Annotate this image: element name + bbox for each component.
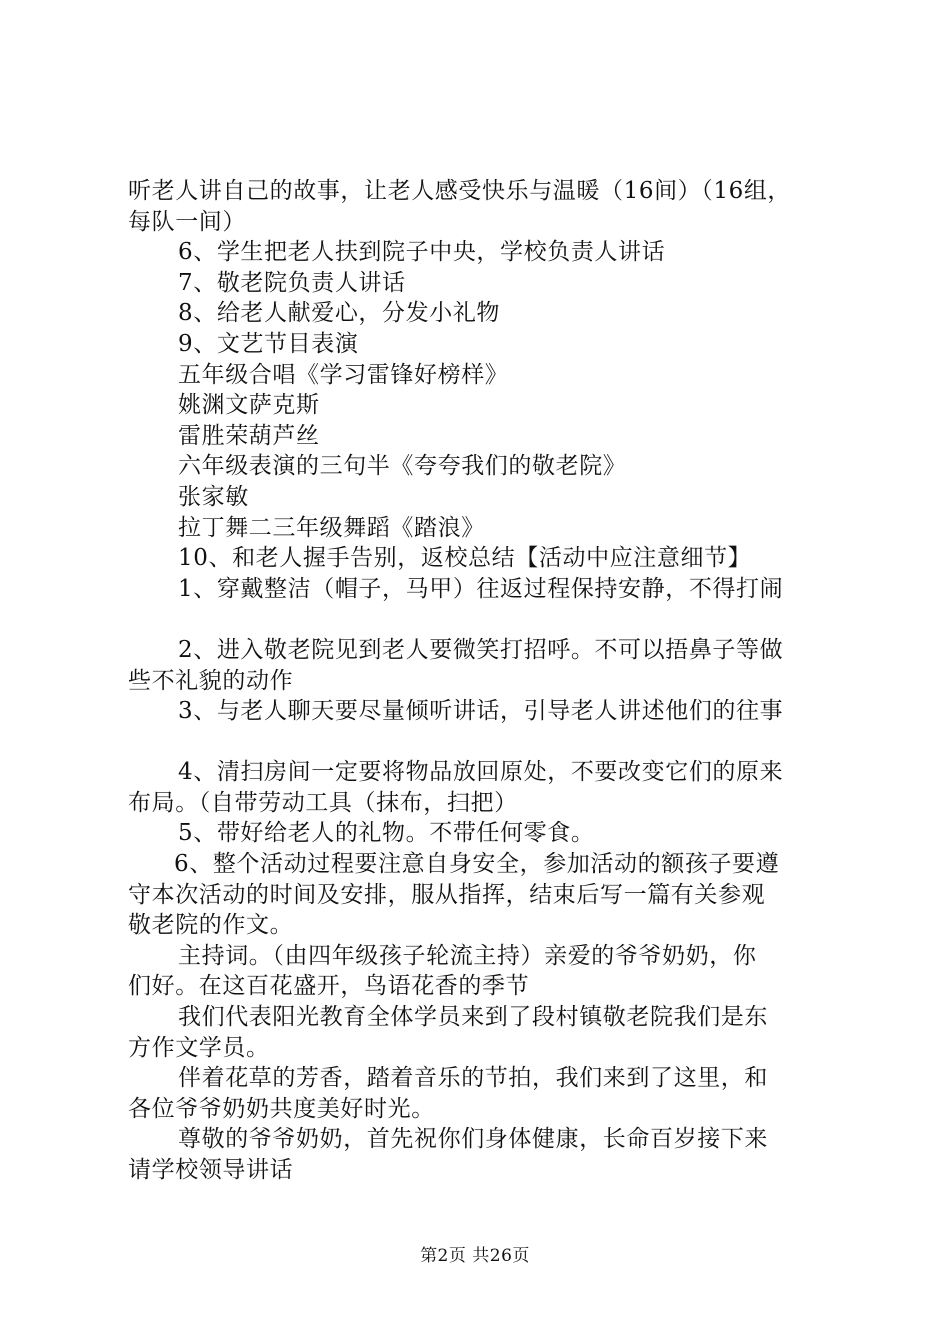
text-line: 尊敬的爷爷奶奶，首先祝你们身体健康，长命百岁接下来 [178,1126,768,1153]
text-line: 7、敬老院负责人讲话 [178,269,406,296]
text-line: 请学校领导讲话 [128,1157,294,1183]
page-number-footer: 第2页 共26页 [420,1246,530,1266]
blank-line [128,604,848,635]
text-line: 伴着花草的芳香，踏着音乐的节拍，我们来到了这里，和 [178,1065,768,1092]
text-line: 些不礼貌的动作 [128,667,294,694]
text-line: 主持词。（由四年级孩子轮流主持）亲爱的爷爷奶奶，你 [178,942,757,969]
text-line: 守本次活动的时间及安排，服从指挥，结束后写一篇有关参观 [128,881,766,908]
text-line: 六年级表演的三句半《夸夸我们的敬老院》 [178,453,627,480]
text-line: 拉丁舞二三年级舞蹈《踏浪》 [178,514,485,541]
text-line: 1、穿戴整洁（帽子，马甲）往返过程保持安静，不得打闹 [178,575,784,602]
text-line: 我们代表阳光教育全体学员来到了段村镇敬老院我们是东 [178,1004,768,1031]
text-line: 10、和老人握手告别，返校总结【活动中应注意细节】 [178,545,752,572]
text-line: 4、清扫房间一定要将物品放回原处，不要改变它们的原来 [178,759,784,786]
text-line: 8、给老人献爱心，分发小礼物 [178,300,501,327]
text-line: 各位爷爷奶奶共度美好时光。 [128,1095,435,1122]
text-line: 6、学生把老人扶到院子中央，学校负责人讲话 [178,239,666,266]
document-body [128,176,848,1186]
blank-line [128,727,848,758]
text-line: 五年级合唱《学习雷锋好榜样》 [178,361,509,388]
text-line: 5、带好给老人的礼物。不带任何零食。 [178,820,595,847]
text-line: 布局。（自带劳动工具（抹布，扫把） [128,789,518,816]
text-line: 张家敏 [178,483,249,510]
text-line: 6、整个活动过程要注意自身安全，参加活动的额孩子要遵 [174,851,780,878]
text-line: 3、与老人聊天要尽量倾听讲话，引导老人讲述他们的往事 [178,698,784,725]
text-line: 方作文学员。 [128,1034,270,1061]
text-line: 2、进入敬老院见到老人要微笑打招呼。不可以捂鼻子等做 [178,636,784,663]
text-line: 听老人讲自己的故事，让老人感受快乐与温暖（16间）（16组， [128,178,792,204]
text-line: 姚渊文萨克斯 [178,392,320,419]
text-line: 每队一间） [128,208,246,235]
text-line: 9、文艺节目表演 [178,330,359,357]
text-line: 们好。在这百花盛开，鸟语花香的季节 [128,973,530,1000]
text-line: 雷胜荣葫芦丝 [178,422,320,449]
text-line: 敬老院的作文。 [128,912,294,939]
